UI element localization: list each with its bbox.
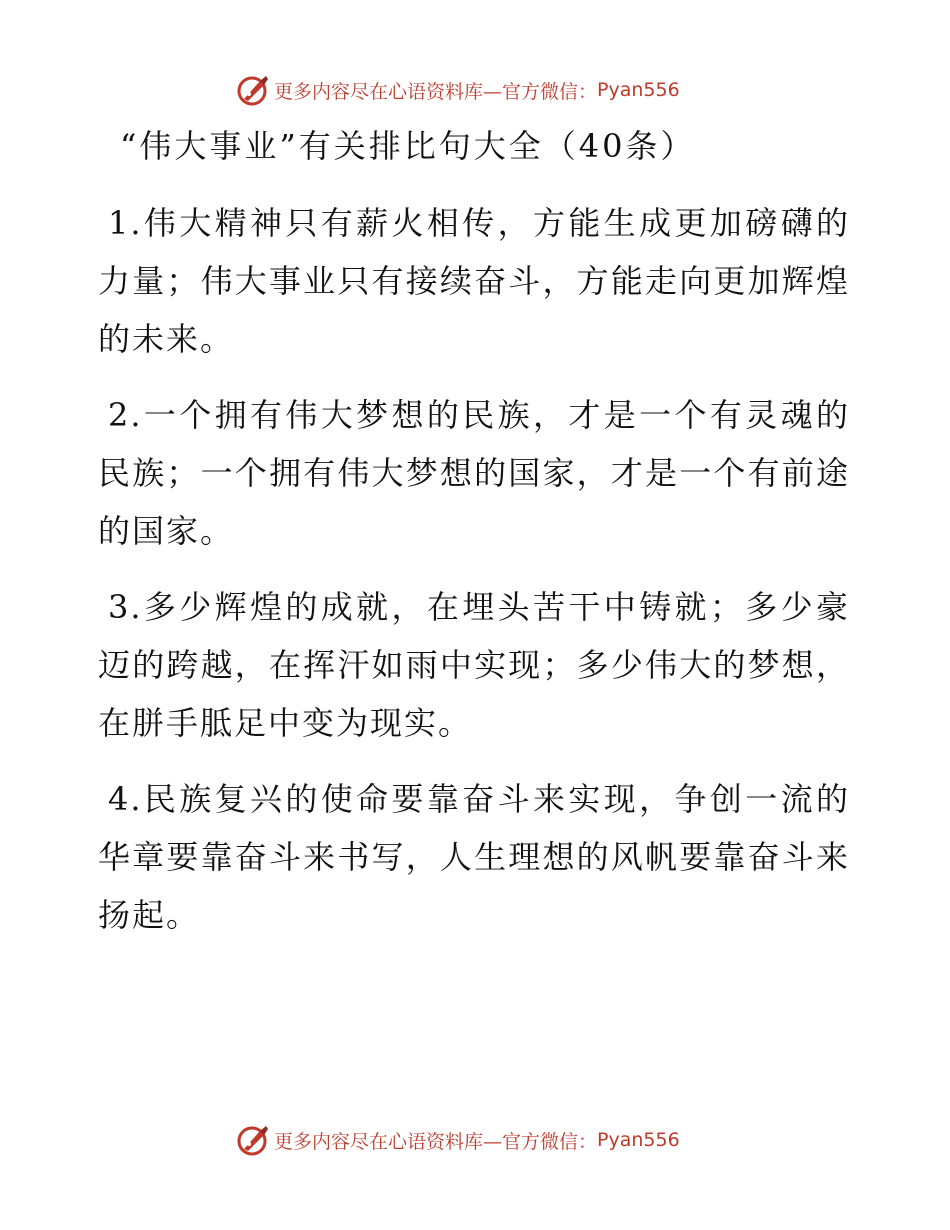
banner-wechat-id: Pyan556 (597, 79, 680, 101)
paragraph-4: 4.民族复兴的使命要靠奋斗来实现，争创一流的华章要靠奋斗来书写，人生理想的风帆要靠奋斗来扬起。 (98, 780, 850, 934)
pen-logo-icon (236, 1123, 270, 1157)
document-body (98, 194, 850, 962)
paragraph-3: 3.多少辉煌的成就，在埋头苦干中铸就；多少豪迈的跨越，在挥汗如雨中实现；多少伟大的梦想，在胼手胝足中变为现实。 (98, 588, 850, 742)
banner-text: 更多内容尽在心语资料库—官方微信： (274, 80, 598, 103)
paragraph-2: 2.一个拥有伟大梦想的民族，才是一个有灵魂的民族；一个拥有伟大梦想的国家，才是一个有前途的国家。 (98, 396, 850, 550)
page-title: “伟大事业”有关排比句大全（40条） (120, 127, 696, 165)
pen-logo-icon (236, 73, 270, 107)
footer-banner (236, 1122, 680, 1158)
banner-wechat-id: Pyan556 (597, 1129, 680, 1151)
paragraph-1: 1.伟大精神只有薪火相传，方能生成更加磅礴的力量；伟大事业只有接续奋斗，方能走向更加辉煌的未来。 (98, 204, 850, 358)
banner-text: 更多内容尽在心语资料库—官方微信： (274, 1130, 598, 1153)
header-banner (236, 72, 680, 108)
